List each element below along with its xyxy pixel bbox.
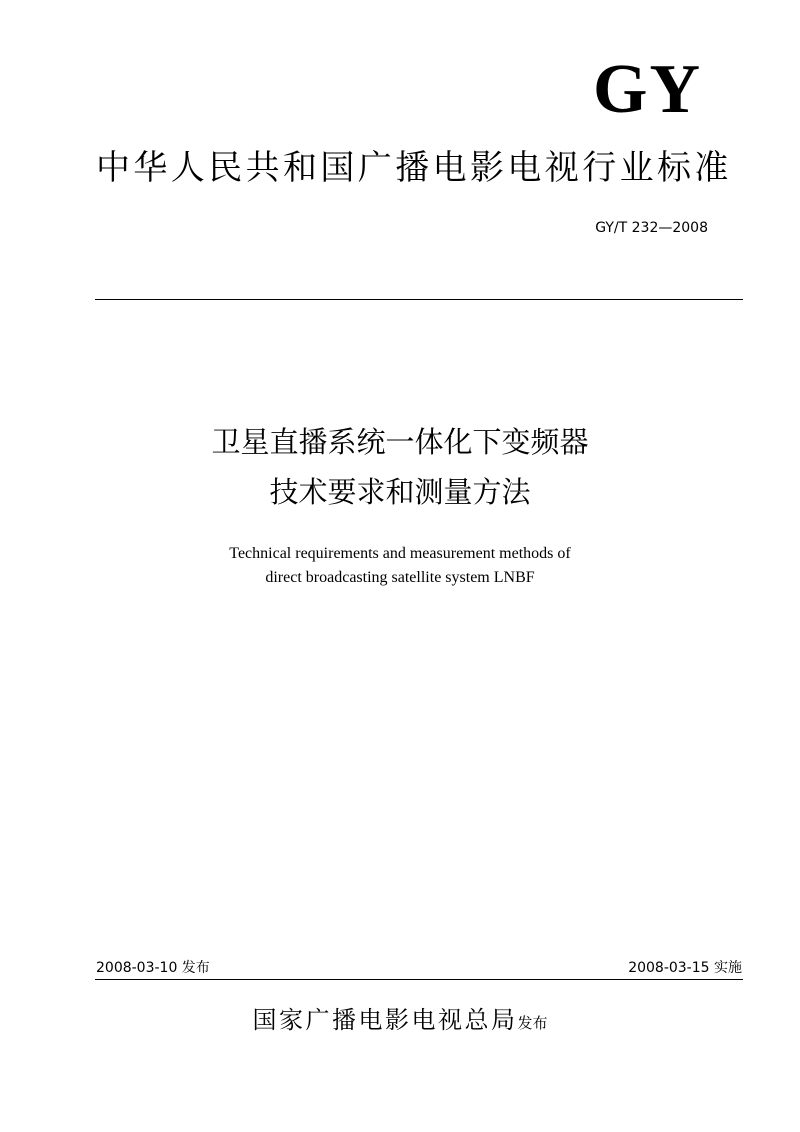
issue-date: 2008-03-10 发布 [96, 960, 210, 976]
document-title-line-1: 卫星直播系统一体化下变频器 [211, 425, 589, 459]
industry-standard-heading: 中华人民共和国广播电影电视行业标准 [96, 148, 732, 188]
top-divider [95, 299, 743, 300]
english-title-line-1: Technical requirements and measurement methods of [229, 545, 571, 562]
publisher-name: 国家广播电影电视总局 [252, 1006, 518, 1034]
english-title-line-2: direct broadcasting satellite system LNBF [265, 569, 535, 586]
standard-code: GY/T 232—2008 [595, 220, 708, 236]
bottom-divider [95, 979, 743, 980]
document-title-line-2: 技术要求和测量方法 [269, 475, 531, 509]
implementation-date: 2008-03-15 实施 [628, 960, 742, 976]
publisher [0, 1003, 800, 1040]
publisher-suffix: 发布 [517, 1014, 548, 1032]
gy-logo: GY [593, 51, 702, 128]
